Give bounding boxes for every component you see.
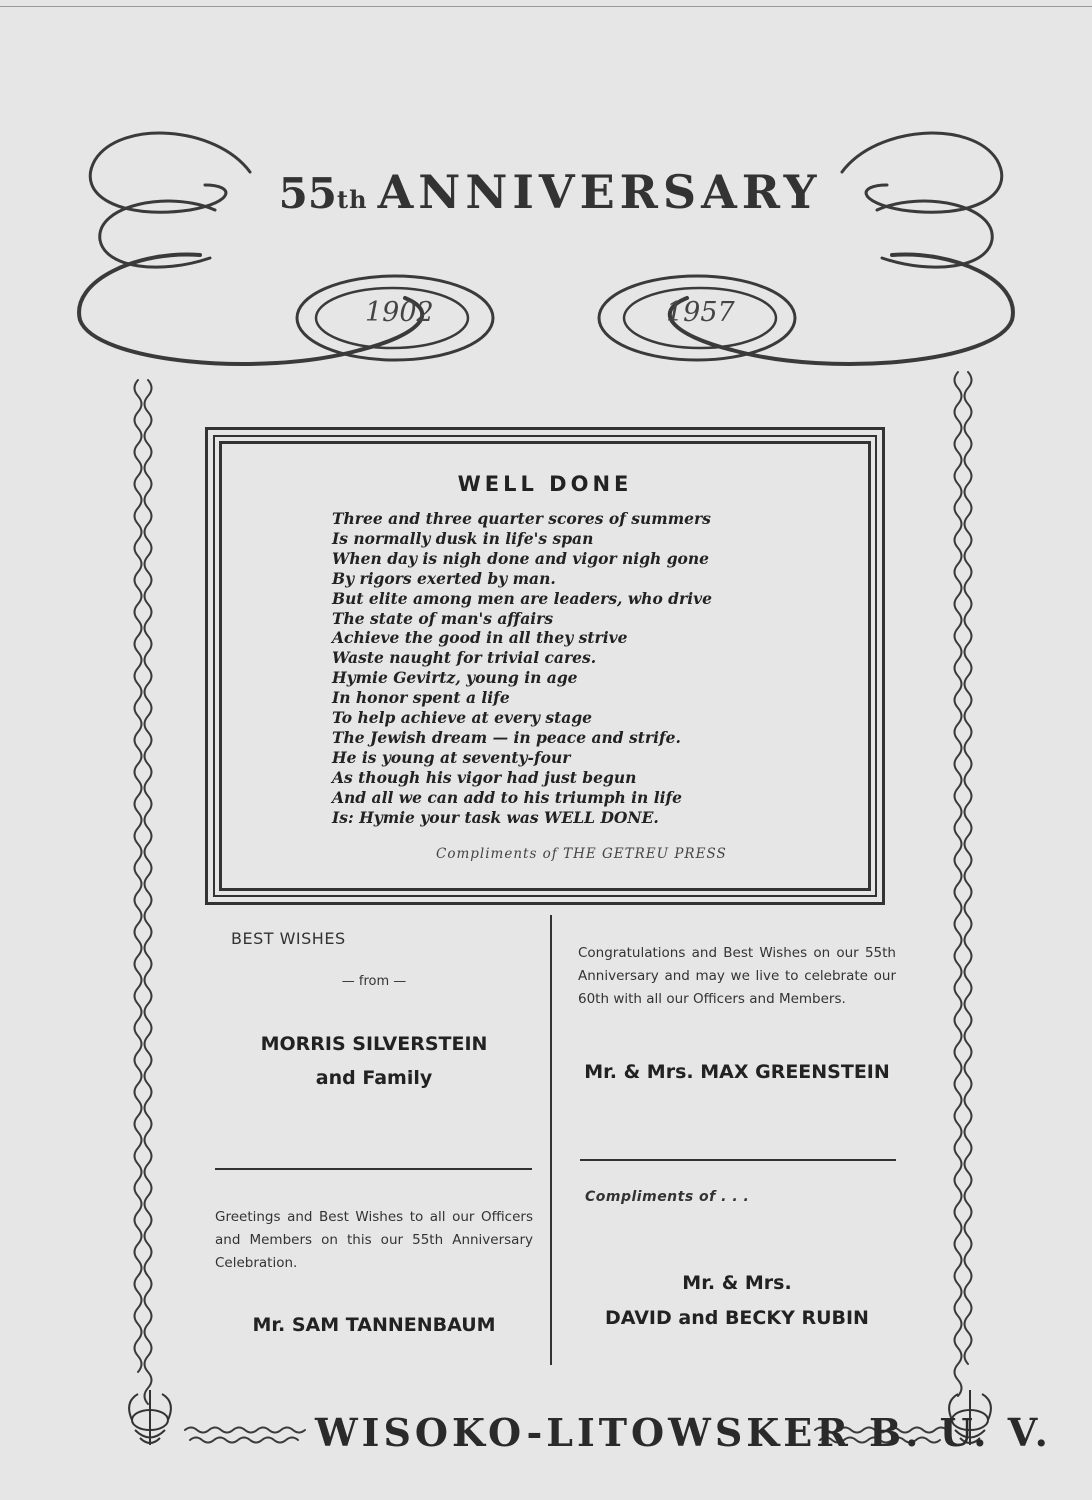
poem-line: Waste naught for trivial cares. [332,648,597,668]
poem-line: Is: Hymie your task was WELL DONE. [332,807,659,827]
silverstein-family: and Family [315,1067,433,1089]
tannenbaum-name: Mr. SAM TANNENBAUM [252,1314,496,1336]
poem-line: He is young at seventy-four [332,747,571,767]
right-divider [580,1159,896,1161]
compliments-heading: Compliments of . . . [585,1189,750,1205]
poem-line: As though his vigor had just begun [332,767,637,787]
poem-body [332,509,752,828]
center-divider [550,915,552,1365]
poem-line: In honor spent a life [332,688,510,708]
right-rope-column [955,372,972,1396]
poem-line: And all we can add to his triumph in life [332,787,683,807]
rubin-title: Mr. & Mrs. [682,1272,792,1294]
footer-left-squiggles [185,1428,305,1443]
poem-line: The Jewish dream — in peace and strife. [332,727,681,747]
poem-line: Three and three quarter scores of summers [332,509,711,528]
greenstein-name: Mr. & Mrs. MAX GREENSTEIN [584,1061,890,1083]
title-number: 55 [278,169,338,218]
poem-credit: Compliments of THE GETREU PRESS [436,846,727,862]
organization-footer: WISOKO-LITOWSKER B. U. V. [315,1410,1052,1455]
poem-line: To help achieve at every stage [332,708,593,728]
left-divider [215,1168,532,1170]
title-word: ANNIVERSARY [377,165,822,219]
rubin-name: DAVID and BECKY RUBIN [605,1307,869,1329]
poem-line: By rigors exerted by man. [332,568,556,588]
poem-line: Is normally dusk in life's span [332,528,594,548]
poem-line: Hymie Gevirtz, young in age [332,668,578,688]
year-start: 1902 [365,297,434,328]
left-rope-column [135,380,152,1404]
anniversary-title [250,165,850,219]
poem-title: WELL DONE [457,472,633,496]
poem-line: Achieve the good in all they strive [332,628,628,648]
silverstein-name: MORRIS SILVERSTEIN [260,1033,488,1055]
greenstein-message: Congratulations and Best Wishes on our 55th Anniversary and may we live to celebrate our 60th with all our Officers and Members. [578,945,896,1007]
poem-line: But elite among men are leaders, who drive [332,588,712,608]
left-leaf-rosette [129,1390,171,1445]
poem-line: The state of man's affairs [332,608,554,628]
tannenbaum-message: Greetings and Best Wishes to all our Officers and Members on this our 55th Anniversary Celebration. [215,1209,533,1271]
title-suffix: th [337,185,368,214]
poem-line: When day is nigh done and vigor nigh gone [332,548,710,568]
year-end: 1957 [666,297,735,328]
best-wishes-heading: BEST WISHES [231,929,346,948]
from-label: — from — [341,974,407,989]
